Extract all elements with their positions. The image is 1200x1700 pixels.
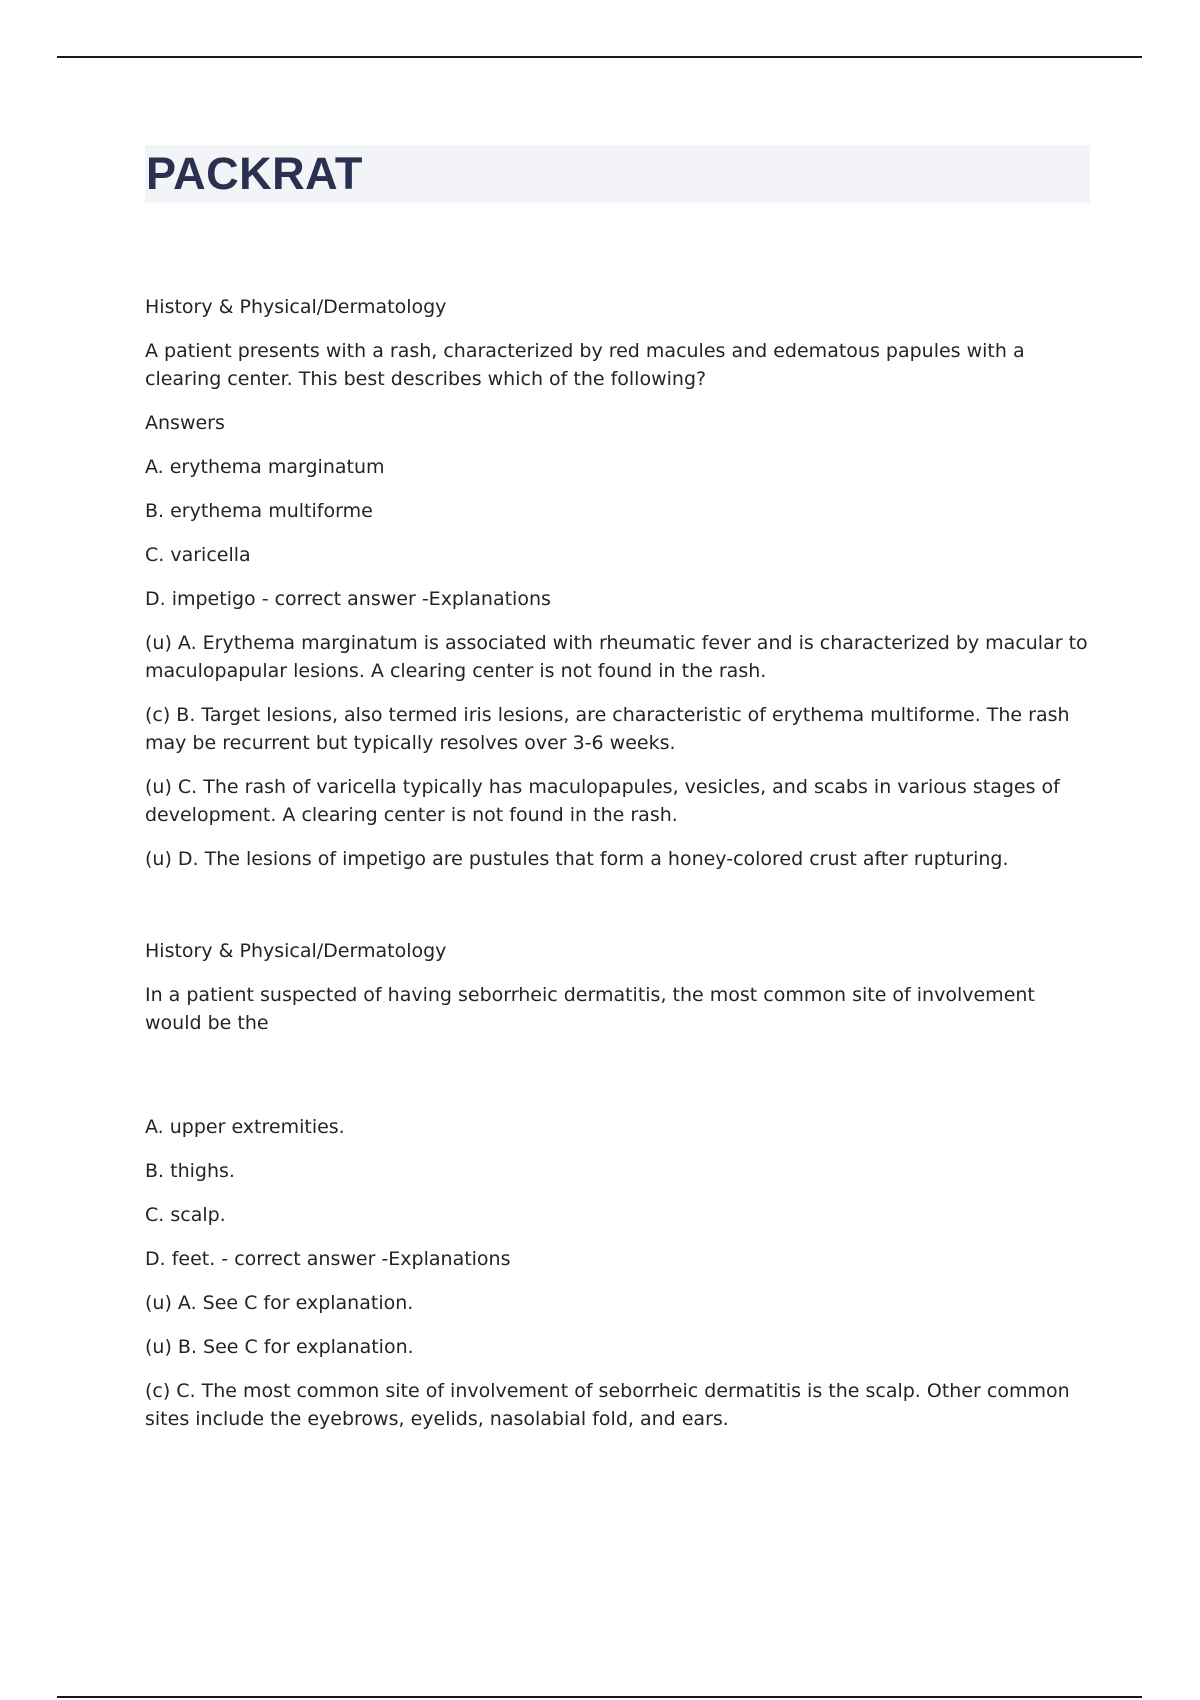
question-stem: A patient presents with a rash, characterized by red macules and edematous papules with a clearing center. This best describes which of the following? (145, 340, 1025, 390)
explanation-a: (u) A. Erythema marginatum is associated with rheumatic fever and is characterized by macular to maculopapular lesions. A clearing center is not found in the rash. (145, 632, 1088, 682)
answers-label: Answers (145, 412, 225, 434)
answer-option-b: B. thighs. (145, 1160, 235, 1182)
answer-option-d: D. feet. - correct answer -Explanations (145, 1248, 511, 1270)
answer-option-a: A. erythema marginatum (145, 456, 385, 478)
document-title: PACKRAT (146, 148, 363, 199)
question-stem: In a patient suspected of having seborrheic dermatitis, the most common site of involvement would be the (145, 984, 1035, 1034)
header-rule (57, 56, 1142, 58)
explanation-a: (u) A. See C for explanation. (145, 1292, 414, 1314)
answer-option-b: B. erythema multiforme (145, 500, 373, 522)
explanation-d: (u) D. The lesions of impetigo are pustules that form a honey-colored crust after rupturing. (145, 848, 1009, 870)
question-category: History & Physical/Dermatology (145, 940, 447, 962)
answer-option-c: C. varicella (145, 544, 251, 566)
spacer (145, 1053, 1090, 1113)
answer-option-a: A. upper extremities. (145, 1116, 345, 1138)
question-category: History & Physical/Dermatology (145, 296, 447, 318)
explanation-c: (c) C. The most common site of involvement of seborrheic dermatitis is the scalp. Other common sites include the eyebrows, eyelids, nasolabial fold, and ears. (145, 1380, 1070, 1430)
question-block-2 (145, 937, 1090, 1433)
question-block-1 (145, 293, 1090, 873)
explanation-b: (u) B. See C for explanation. (145, 1336, 414, 1358)
footer-rule (57, 1696, 1142, 1698)
answer-option-d: D. impetigo - correct answer -Explanations (145, 588, 551, 610)
explanation-b: (c) B. Target lesions, also termed iris lesions, are characteristic of erythema multiforme. The rash may be recurrent but typically resolves over 3-6 weeks. (145, 704, 1070, 754)
answer-option-c: C. scalp. (145, 1204, 226, 1226)
document-body (145, 293, 1090, 1449)
explanation-c: (u) C. The rash of varicella typically has maculopapules, vesicles, and scabs in various stages of development. A clearing center is not found in the rash. (145, 776, 1060, 826)
